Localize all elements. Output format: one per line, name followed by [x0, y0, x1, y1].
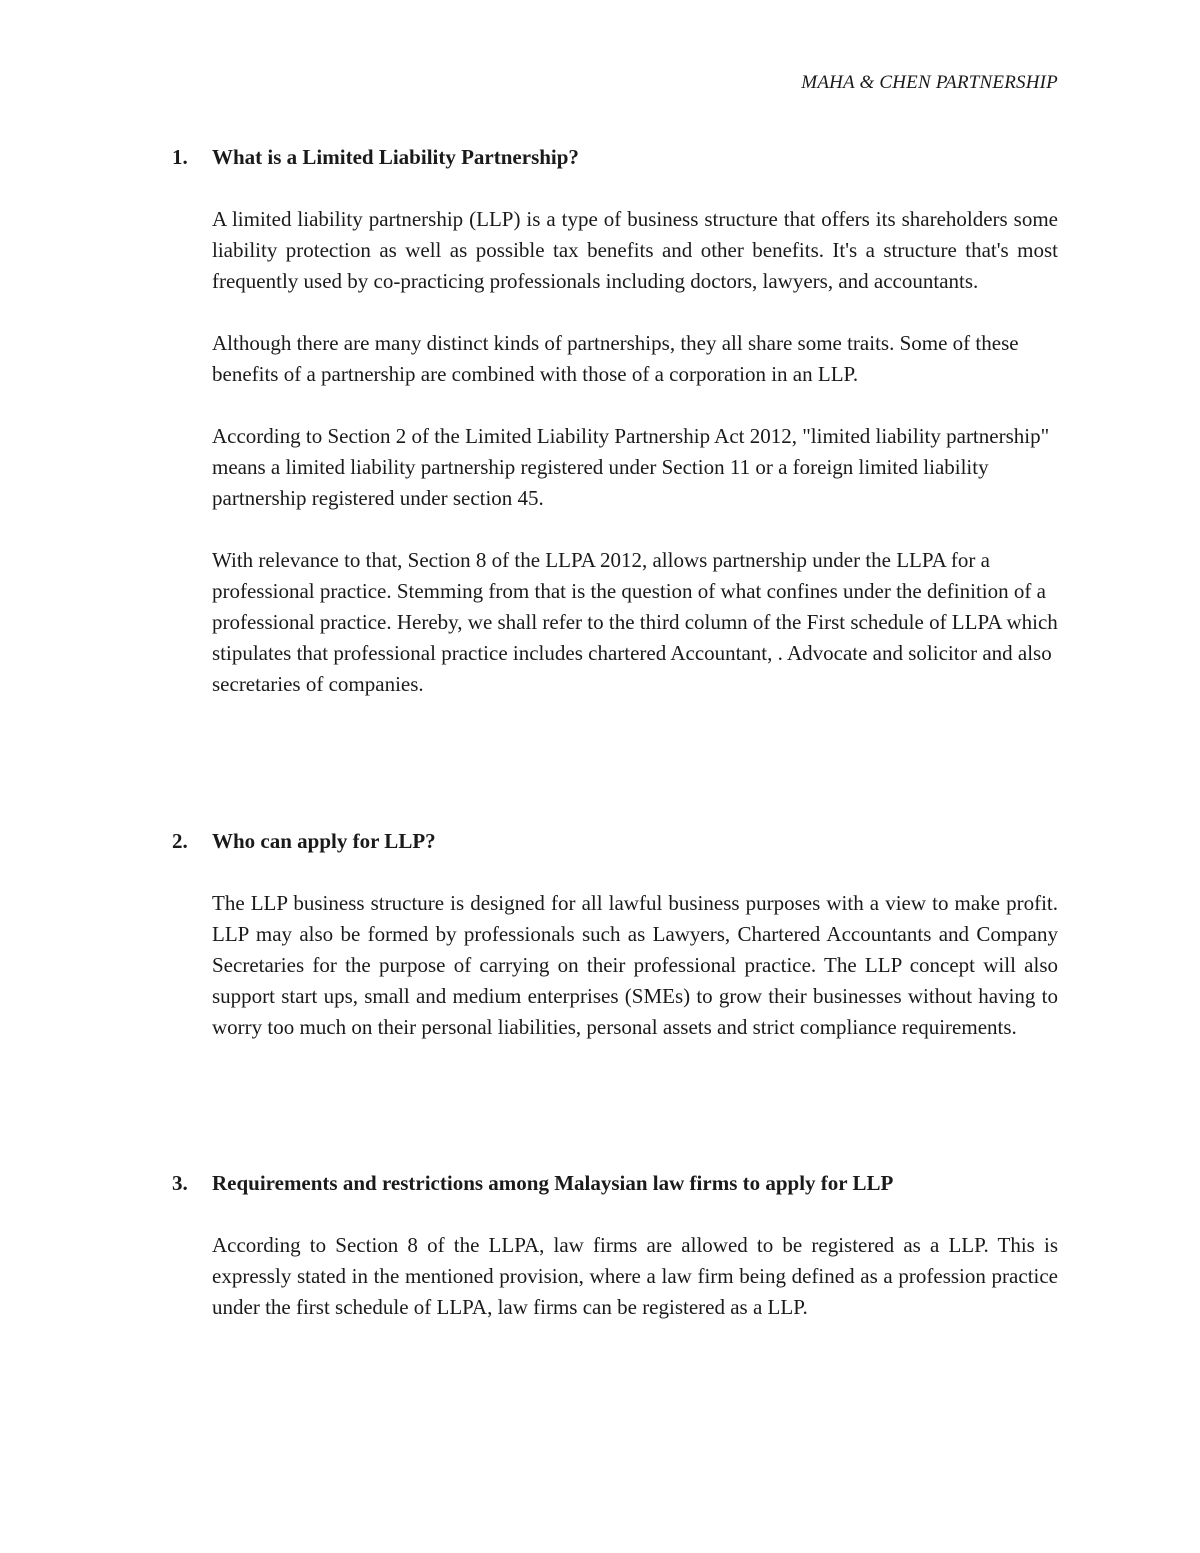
- section-1: [172, 142, 1058, 700]
- section-heading: [172, 142, 1058, 173]
- section-body: [212, 204, 1058, 700]
- section-number: 3.: [172, 1171, 188, 1195]
- section-title: Requirements and restrictions among Malaysian law firms to apply for LLP: [212, 1171, 894, 1195]
- running-header: MAHA & CHEN PARTNERSHIP: [801, 72, 1058, 93]
- paragraph: According to Section 8 of the LLPA, law firms are allowed to be registered as a LLP. This is expressly stated in the mentioned provision, where a law firm being defined as a profession practice under the first schedule of LLPA, law firms can be registered as a LLP.: [212, 1233, 1058, 1319]
- section-title: What is a Limited Liability Partnership?: [212, 145, 579, 169]
- section-3: [172, 1168, 1058, 1323]
- section-2: [172, 826, 1058, 1043]
- section-body: [212, 888, 1058, 1043]
- paragraph: With relevance to that, Section 8 of the LLPA 2012, allows partnership under the LLPA for a professional practice. Stemming from that is the question of what confines under the definition of a professional practice. Hereby, we shall refer to the third column of the First schedule of LLPA which stipulates that professional practice includes chartered Accountant, . Advocate and solicitor and also secretaries of companies.: [212, 548, 1058, 696]
- paragraph: The LLP business structure is designed for all lawful business purposes with a view to make profit. LLP may also be formed by professionals such as Lawyers, Chartered Accountants and Company Secretaries for the purpose of carrying on their professional practice. The LLP concept will also support start ups, small and medium enterprises (SMEs) to grow their businesses without having to worry too much on their personal liabilities, personal assets and strict compliance requirements.: [212, 891, 1058, 1039]
- section-body: [212, 1230, 1058, 1323]
- paragraph: A limited liability partnership (LLP) is a type of business structure that offers its shareholders some liability protection as well as possible tax benefits and other benefits. It's a structure that's most frequently used by co-practicing professionals including doctors, lawyers, and accountants.: [212, 207, 1058, 293]
- paragraph: According to Section 2 of the Limited Liability Partnership Act 2012, "limited liability partnership" means a limited liability partnership registered under Section 11 or a foreign limited liability partnership registered under section 45.: [212, 424, 1050, 510]
- section-title: Who can apply for LLP?: [212, 829, 436, 853]
- paragraph: Although there are many distinct kinds of partnerships, they all share some traits. Some of these benefits of a partnership are combined with those of a corporation in an LLP.: [212, 331, 1019, 386]
- section-number: 2.: [172, 829, 188, 853]
- section-heading: [172, 1168, 1058, 1199]
- section-heading: [172, 826, 1058, 857]
- section-number: 1.: [172, 145, 188, 169]
